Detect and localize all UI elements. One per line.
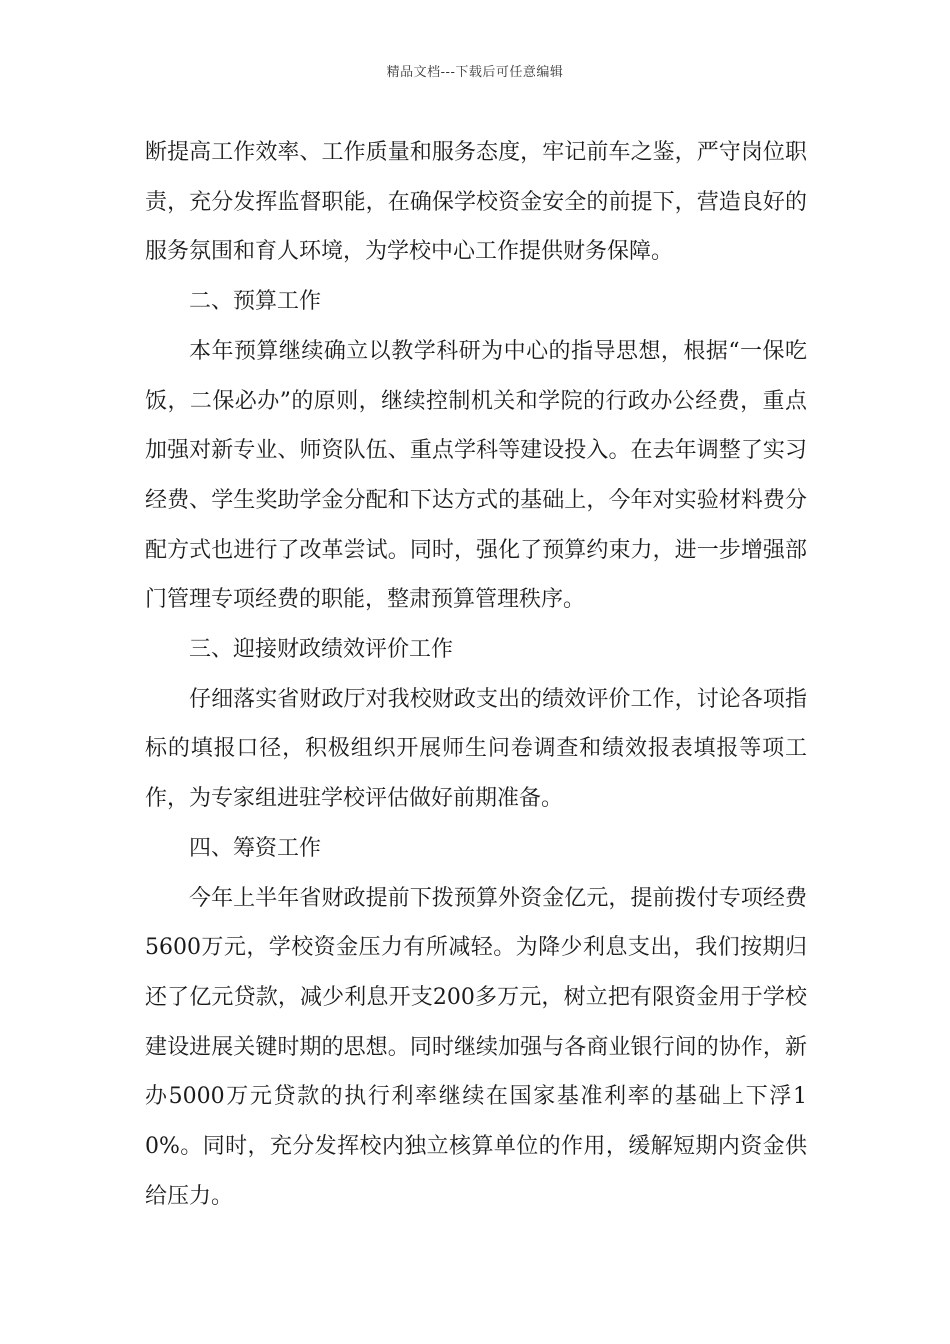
section-heading-budget: 二、预算工作 <box>189 289 322 315</box>
document-body <box>145 128 807 1221</box>
paragraph-fundraising: 今年上半年省财政提前下拨预算外资金亿元，提前拨付专项经费5600万元，学校资金压力有所减轻。为降少利息支出，我们按期归还了亿元贷款，减少利息开支200多万元，树立把有限资金用于学校建设进展关键时期的思想。同时继续加强与各商业银行间的协作，新办5000万元贷款的执行利率继续在国家基准利率的基础上下浮10%。同时，充分发挥校内独立核算单位的作用，缓解短期内资金供给压力。 <box>145 885 807 1209</box>
section-heading-fundraising: 四、筹资工作 <box>189 835 322 861</box>
section-heading-performance-evaluation: 三、迎接财政绩效评价工作 <box>189 637 454 663</box>
paragraph-performance-evaluation: 仔细落实省财政厅对我校财政支出的绩效评价工作，讨论各项指标的填报口径，积极组织开展师生问卷调查和绩效报表填报等项工作，为专家组进驻学校评估做好前期准备。 <box>145 686 807 812</box>
paragraph-continuation: 断提高工作效率、工作质量和服务态度，牢记前车之鉴，严守岗位职责，充分发挥监督职能，在确保学校资金安全的前提下，营造良好的服务氛围和育人环境，为学校中心工作提供财务保障。 <box>145 140 807 265</box>
paragraph-budget: 本年预算继续确立以教学科研为中心的指导思想，根据“一保吃饭，二保必办”的原则，继续控制机关和学院的行政办公经费，重点加强对新专业、师资队伍、重点学科等建设投入。在去年调整了实习经费、学生奖助学金分配和下达方式的基础上，今年对实验材料费分配方式也进行了改革尝试。同时，强化了预算约束力，进一步增强部门管理专项经费的职能，整肃预算管理秩序。 <box>145 338 807 613</box>
page-header: 精品文档---下载后可任意编辑 <box>386 65 564 80</box>
